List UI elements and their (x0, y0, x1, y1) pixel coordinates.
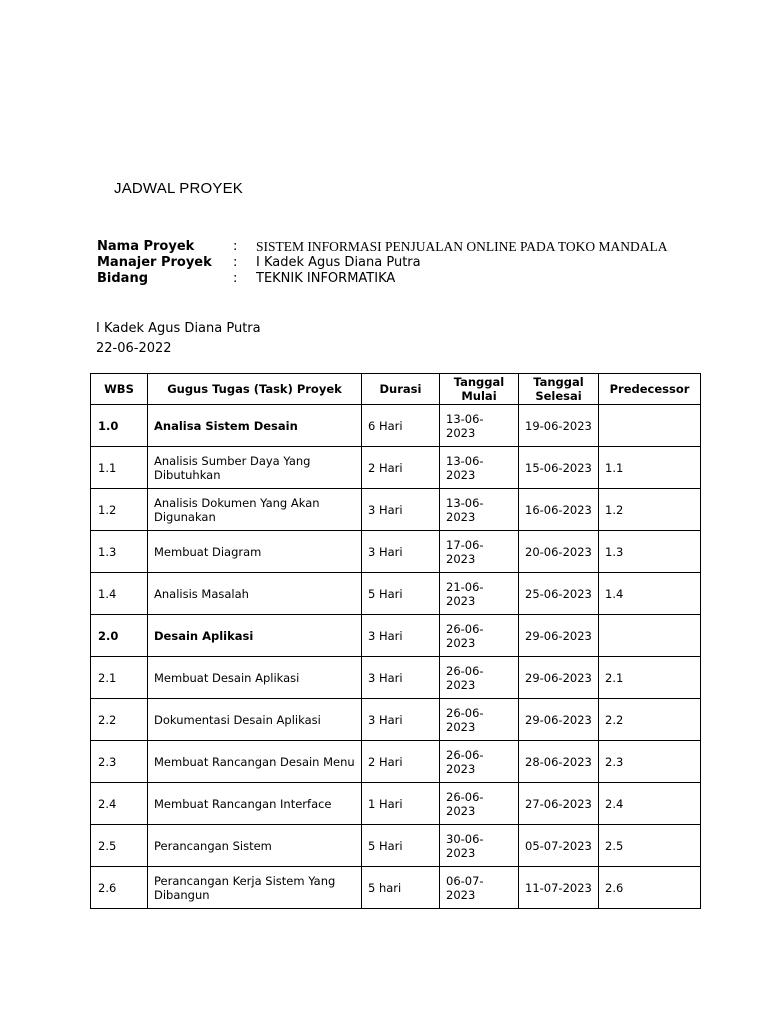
cell-end-date: 29-06-2023 (519, 699, 599, 741)
cell-duration: 6 Hari (362, 405, 440, 447)
cell-wbs: 1.4 (91, 573, 148, 615)
cell-end-date: 19-06-2023 (519, 405, 599, 447)
cell-predecessor: 2.4 (599, 783, 701, 825)
cell-wbs: 2.2 (91, 699, 148, 741)
header-wbs: WBS (91, 374, 148, 405)
info-value: I Kadek Agus Diana Putra (256, 255, 421, 270)
cell-task: Desain Aplikasi (148, 615, 362, 657)
cell-wbs: 2.1 (91, 657, 148, 699)
info-value: TEKNIK INFORMATIKA (256, 271, 396, 286)
cell-wbs: 1.0 (91, 405, 148, 447)
cell-start-date: 13-06-2023 (440, 447, 519, 489)
table-row (91, 867, 701, 909)
cell-wbs: 2.5 (91, 825, 148, 867)
cell-predecessor: 1.2 (599, 489, 701, 531)
cell-task: Perancangan Sistem (148, 825, 362, 867)
cell-start-date: 26-06-2023 (440, 699, 519, 741)
cell-end-date: 29-06-2023 (519, 615, 599, 657)
cell-predecessor: 2.5 (599, 825, 701, 867)
cell-wbs: 1.1 (91, 447, 148, 489)
cell-predecessor: 1.4 (599, 573, 701, 615)
cell-duration: 3 Hari (362, 615, 440, 657)
cell-task: Membuat Rancangan Interface (148, 783, 362, 825)
info-label: Manajer Proyek (97, 255, 212, 270)
cell-end-date: 20-06-2023 (519, 531, 599, 573)
cell-task: Membuat Desain Aplikasi (148, 657, 362, 699)
header-predecessor: Predecessor (599, 374, 701, 405)
project-info (97, 239, 668, 287)
cell-predecessor: 2.6 (599, 867, 701, 909)
cell-duration: 3 Hari (362, 531, 440, 573)
info-colon: : (233, 239, 238, 254)
table-body (91, 405, 701, 909)
cell-duration: 3 Hari (362, 699, 440, 741)
info-row-project-name (97, 239, 668, 255)
cell-task: Analisis Dokumen Yang Akan Digunakan (148, 489, 362, 531)
cell-task: Analisis Masalah (148, 573, 362, 615)
cell-task: Analisis Sumber Daya Yang Dibutuhkan (148, 447, 362, 489)
cell-predecessor: 2.2 (599, 699, 701, 741)
table-row (91, 699, 701, 741)
info-label: Nama Proyek (97, 239, 195, 254)
cell-predecessor: 2.1 (599, 657, 701, 699)
author-date: 22-06-2022 (96, 341, 172, 356)
header-duration: Durasi (362, 374, 440, 405)
cell-predecessor: 2.3 (599, 741, 701, 783)
table-row (91, 405, 701, 447)
table-row (91, 741, 701, 783)
cell-start-date: 21-06-2023 (440, 573, 519, 615)
table-row (91, 783, 701, 825)
cell-end-date: 15-06-2023 (519, 447, 599, 489)
cell-duration: 3 Hari (362, 489, 440, 531)
cell-duration: 3 Hari (362, 657, 440, 699)
cell-start-date: 26-06-2023 (440, 783, 519, 825)
cell-predecessor (599, 405, 701, 447)
cell-start-date: 13-06-2023 (440, 489, 519, 531)
cell-predecessor: 1.3 (599, 531, 701, 573)
cell-end-date: 05-07-2023 (519, 825, 599, 867)
cell-predecessor: 1.1 (599, 447, 701, 489)
cell-wbs: 1.3 (91, 531, 148, 573)
cell-start-date: 26-06-2023 (440, 657, 519, 699)
info-row-project-manager (97, 255, 668, 271)
cell-task: Membuat Rancangan Desain Menu (148, 741, 362, 783)
info-label: Bidang (97, 271, 149, 286)
table-row (91, 447, 701, 489)
cell-duration: 2 Hari (362, 447, 440, 489)
cell-wbs: 2.4 (91, 783, 148, 825)
table-row (91, 531, 701, 573)
cell-start-date: 26-06-2023 (440, 615, 519, 657)
cell-task: Analisa Sistem Desain (148, 405, 362, 447)
table-row (91, 657, 701, 699)
table-row (91, 615, 701, 657)
cell-task: Perancangan Kerja Sistem Yang Dibangun (148, 867, 362, 909)
table-row (91, 489, 701, 531)
cell-end-date: 29-06-2023 (519, 657, 599, 699)
cell-start-date: 17-06-2023 (440, 531, 519, 573)
cell-end-date: 16-06-2023 (519, 489, 599, 531)
info-row-field (97, 271, 668, 287)
info-colon: : (233, 271, 238, 286)
cell-end-date: 11-07-2023 (519, 867, 599, 909)
cell-wbs: 2.0 (91, 615, 148, 657)
cell-start-date: 06-07-2023 (440, 867, 519, 909)
header-task: Gugus Tugas (Task) Proyek (148, 374, 362, 405)
cell-start-date: 30-06-2023 (440, 825, 519, 867)
author-block (96, 319, 261, 359)
table-header-row (91, 374, 701, 405)
info-value: SISTEM INFORMASI PENJUALAN ONLINE PADA TOKO MANDALA (256, 239, 668, 254)
author-name: I Kadek Agus Diana Putra (96, 321, 261, 336)
cell-start-date: 13-06-2023 (440, 405, 519, 447)
header-start-date: Tanggal Mulai (440, 374, 519, 405)
cell-start-date: 26-06-2023 (440, 741, 519, 783)
cell-end-date: 28-06-2023 (519, 741, 599, 783)
cell-duration: 5 hari (362, 867, 440, 909)
schedule-table (90, 373, 701, 909)
cell-duration: 5 Hari (362, 573, 440, 615)
cell-wbs: 2.6 (91, 867, 148, 909)
cell-end-date: 25-06-2023 (519, 573, 599, 615)
table-row (91, 825, 701, 867)
cell-wbs: 1.2 (91, 489, 148, 531)
cell-task: Dokumentasi Desain Aplikasi (148, 699, 362, 741)
info-colon: : (233, 255, 238, 270)
cell-duration: 5 Hari (362, 825, 440, 867)
table-row (91, 573, 701, 615)
cell-end-date: 27-06-2023 (519, 783, 599, 825)
cell-predecessor (599, 615, 701, 657)
header-end-date: Tanggal Selesai (519, 374, 599, 405)
cell-duration: 1 Hari (362, 783, 440, 825)
cell-task: Membuat Diagram (148, 531, 362, 573)
document-title: JADWAL PROYEK (114, 180, 244, 197)
cell-wbs: 2.3 (91, 741, 148, 783)
cell-duration: 2 Hari (362, 741, 440, 783)
